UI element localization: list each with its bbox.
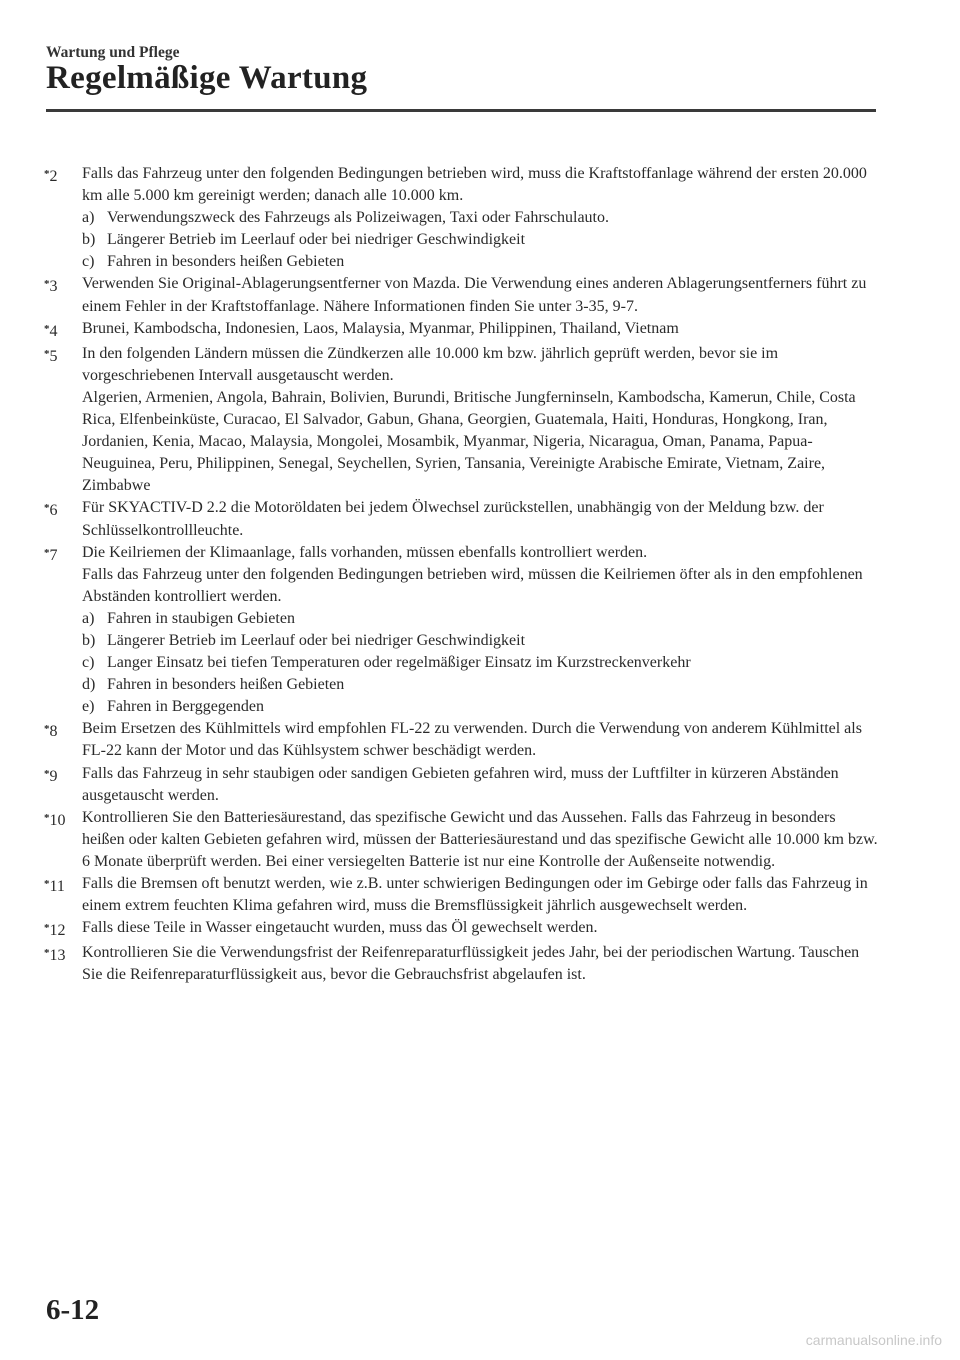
sub-list-item: [82, 630, 882, 652]
footnote-12: [46, 917, 882, 942]
footnote-marker: [46, 497, 82, 541]
footnote-number: 7: [49, 546, 58, 564]
footnote-7: [46, 542, 882, 719]
asterisk-icon: *: [44, 347, 50, 360]
asterisk-icon: *: [44, 811, 50, 824]
footnote-paragraph: Falls das Fahrzeug unter den folgenden Bedingungen betrieben wird, müssen die Keilriemen öfter als in den empfohlenen Abständen kontrolliert werden.: [82, 565, 863, 605]
footnote-13: [46, 942, 882, 986]
asterisk-icon: *: [44, 322, 50, 335]
footnote-3: [46, 273, 882, 317]
footnote-body: [82, 942, 882, 986]
footnote-paragraph: Algerien, Armenien, Angola, Bahrain, Bolivien, Burundi, Britische Jungferninseln, Kambodscha, Kamerun, Chile, Costa Rica, Elfenbeinküste, Curacao, El Salvador, Gabun, Ghana, Georgien, Guatemala, Haiti, Honduras, Hongkong, Iran, Jordanien, Kenia, Macao, Malaysia, Mongolei, Mosambik, Myanmar, Nigeria, Nicaragua, Oman, Panama, Papua-Neuguinea, Peru, Philippinen, Senegal, Seychellen, Syrien, Tansania, Vereinigte Arabische Emirate, Vietnam, Zaire, Zimbabwe: [82, 388, 856, 495]
asterisk-icon: *: [44, 878, 50, 890]
asterisk-icon: *: [44, 546, 50, 559]
footnote-5: [46, 343, 882, 498]
sub-list-item: [82, 229, 882, 251]
sub-list-item: [82, 608, 882, 630]
footnote-paragraph: Falls das Fahrzeug unter den folgenden Bedingungen betrieben wird, muss die Kraftstoffanlage während der ersten 20.000 km alle 5.000 km gereinigt werden; danach alle 10.000 km.: [82, 165, 867, 205]
footnote-marker: [46, 542, 82, 719]
sub-list-text: Fahren in besonders heißen Gebieten: [107, 676, 345, 694]
sub-list-text: Fahren in Berggegenden: [107, 698, 264, 716]
footnote-paragraph: Verwenden Sie Original-Ablagerungsentferner von Mazda. Die Verwendung eines anderen Ablagerungsentferners führt zu einem Fehler in der Kraftstoffanlage. Nähere Informationen finden Sie unter 3-35, 9-7.: [82, 275, 867, 315]
footnote-marker: [46, 273, 82, 317]
footnotes-list: [46, 163, 882, 986]
sub-list-text: Fahren in staubigen Gebieten: [107, 609, 295, 627]
asterisk-icon: *: [44, 168, 50, 180]
footnote-marker: [46, 807, 82, 873]
footnote-9: [46, 763, 882, 807]
footnote-number: 13: [49, 947, 66, 965]
footnote-number: 8: [49, 723, 58, 741]
footnote-number: 3: [49, 278, 58, 296]
sub-list-text: Verwendungszweck des Fahrzeugs als Polizeiwagen, Taxi oder Fahrschulauto.: [107, 209, 609, 227]
footnote-paragraph: In den folgenden Ländern müssen die Zündkerzen alle 10.000 km bzw. jährlich geprüft werden, bevor sie im vorgeschriebenen Intervall ausgetauscht werden.: [82, 344, 779, 384]
page-number: 6-12: [46, 1294, 100, 1326]
sub-list-label: b): [82, 231, 96, 249]
sub-list-label: b): [82, 631, 96, 649]
footnote-number: 10: [49, 811, 66, 829]
section-label: Wartung und Pflege: [46, 44, 180, 61]
footnote-paragraph: Falls die Bremsen oft benutzt werden, wie z.B. unter schwierigen Bedingungen oder im Gebirge oder falls das Fahrzeug in einem extrem feuchten Klima gefahren wird, muss die Bremsflüssigkeit jährlich ausgewechselt werden.: [82, 875, 868, 915]
footnote-paragraph: Für SKYACTIV-D 2.2 die Motoröldaten bei jedem Ölwechsel zurückstellen, unabhängig von der Meldung bzw. der Schlüsselkontrollleuchte.: [82, 499, 824, 539]
sub-list-text: Längerer Betrieb im Leerlauf oder bei niedriger Geschwindigkeit: [107, 631, 526, 649]
footnote-paragraph: Brunei, Kambodscha, Indonesien, Laos, Malaysia, Myanmar, Philippinen, Thailand, Vietnam: [82, 319, 679, 337]
sub-list-item: [82, 674, 882, 696]
footnote-paragraph: Kontrollieren Sie die Verwendungsfrist der Reifenreparaturflüssigkeit jedes Jahr, bei der periodischen Wartung. Tauschen Sie die Reifenreparaturflüssigkeit aus, bevor die Gebrauchsfrist abgelaufen ist.: [82, 944, 860, 984]
footnote-paragraph: Falls diese Teile in Wasser eingetaucht wurden, muss das Öl gewechselt werden.: [82, 919, 598, 937]
footnote-number: 12: [49, 922, 66, 940]
footnote-11: [46, 873, 882, 917]
footnote-body: [82, 542, 882, 719]
footnote-body: [82, 873, 882, 917]
asterisk-icon: *: [44, 767, 50, 780]
footnote-number: 6: [49, 502, 58, 520]
footnote-marker: [46, 873, 82, 917]
sub-list-label: a): [82, 609, 95, 627]
watermark: carmanualsonline.info: [805, 1332, 942, 1348]
footnote-paragraph: Die Keilriemen der Klimaanlage, falls vorhanden, müssen ebenfalls kontrolliert werden.: [82, 543, 648, 561]
footnote-marker: [46, 163, 82, 273]
footnote-body: [82, 318, 882, 343]
footnote-6: [46, 497, 882, 541]
footnote-2: [46, 163, 882, 273]
footnote-paragraph: Beim Ersetzen des Kühlmittels wird empfohlen FL-22 zu verwenden. Durch die Verwendung von anderem Kühlmittel als FL-22 kann der Motor und das Kühlsystem schwer beschädigt werden.: [82, 720, 862, 760]
footnote-paragraph: Kontrollieren Sie den Batteriesäurestand, das spezifische Gewicht und das Aussehen. Falls das Fahrzeug in besonders heißen oder kalten Gebieten gefahren wird, müssen der Batteriesäurestand und das spezifische Gewicht alle 10.000 km bzw. 6 Monate überprüft werden. Bei einer versiegelten Batterie ist nur eine Kontrolle der Außenseite notwendig.: [82, 808, 878, 870]
footnote-number: 2: [49, 168, 58, 185]
sub-list-text: Langer Einsatz bei tiefen Temperaturen oder regelmäßiger Einsatz im Kurzstreckenverkehr: [107, 654, 691, 672]
sub-list-label: c): [82, 654, 95, 672]
sub-list-text: Fahren in besonders heißen Gebieten: [107, 253, 345, 271]
footnote-body: [82, 273, 882, 317]
asterisk-icon: *: [44, 922, 50, 935]
footnote-body: [82, 718, 882, 762]
footnote-body: [82, 917, 882, 942]
footnote-number: 4: [49, 322, 58, 340]
footnote-body: [82, 807, 882, 873]
footnote-number: 11: [49, 878, 65, 895]
sub-list-text: Längerer Betrieb im Leerlauf oder bei niedriger Geschwindigkeit: [107, 231, 526, 249]
footnote-marker: [46, 763, 82, 807]
sub-list-label: a): [82, 209, 95, 227]
footnote-10: [46, 807, 882, 873]
sub-list-label: e): [82, 698, 95, 716]
sub-list-label: c): [82, 253, 95, 271]
sub-list-item: [82, 652, 882, 674]
footnote-number: 9: [49, 767, 58, 785]
footnote-body: [82, 763, 882, 807]
footnote-body: [82, 163, 882, 273]
footnote-body: [82, 497, 882, 541]
footnote-marker: [46, 917, 82, 942]
asterisk-icon: *: [44, 278, 50, 291]
footnote-marker: [46, 718, 82, 762]
asterisk-icon: *: [44, 502, 50, 515]
header-rule: [46, 109, 876, 112]
page-title: Regelmäßige Wartung: [46, 60, 368, 96]
footnote-8: [46, 718, 882, 762]
footnote-marker: [46, 343, 82, 498]
footnote-marker: [46, 942, 82, 986]
sub-list-item: [82, 696, 882, 718]
asterisk-icon: *: [44, 723, 50, 736]
footnote-4: [46, 318, 882, 343]
footnote-marker: [46, 318, 82, 343]
sub-list-item: [82, 207, 882, 229]
asterisk-icon: *: [44, 947, 50, 960]
footnote-number: 5: [49, 347, 58, 365]
sub-list-label: d): [82, 676, 96, 694]
footnote-body: [82, 343, 882, 498]
sub-list-item: [82, 251, 882, 273]
footnote-paragraph: Falls das Fahrzeug in sehr staubigen oder sandigen Gebieten gefahren wird, muss der Luftfilter in kürzeren Abständen ausgetauscht werden.: [82, 764, 839, 804]
